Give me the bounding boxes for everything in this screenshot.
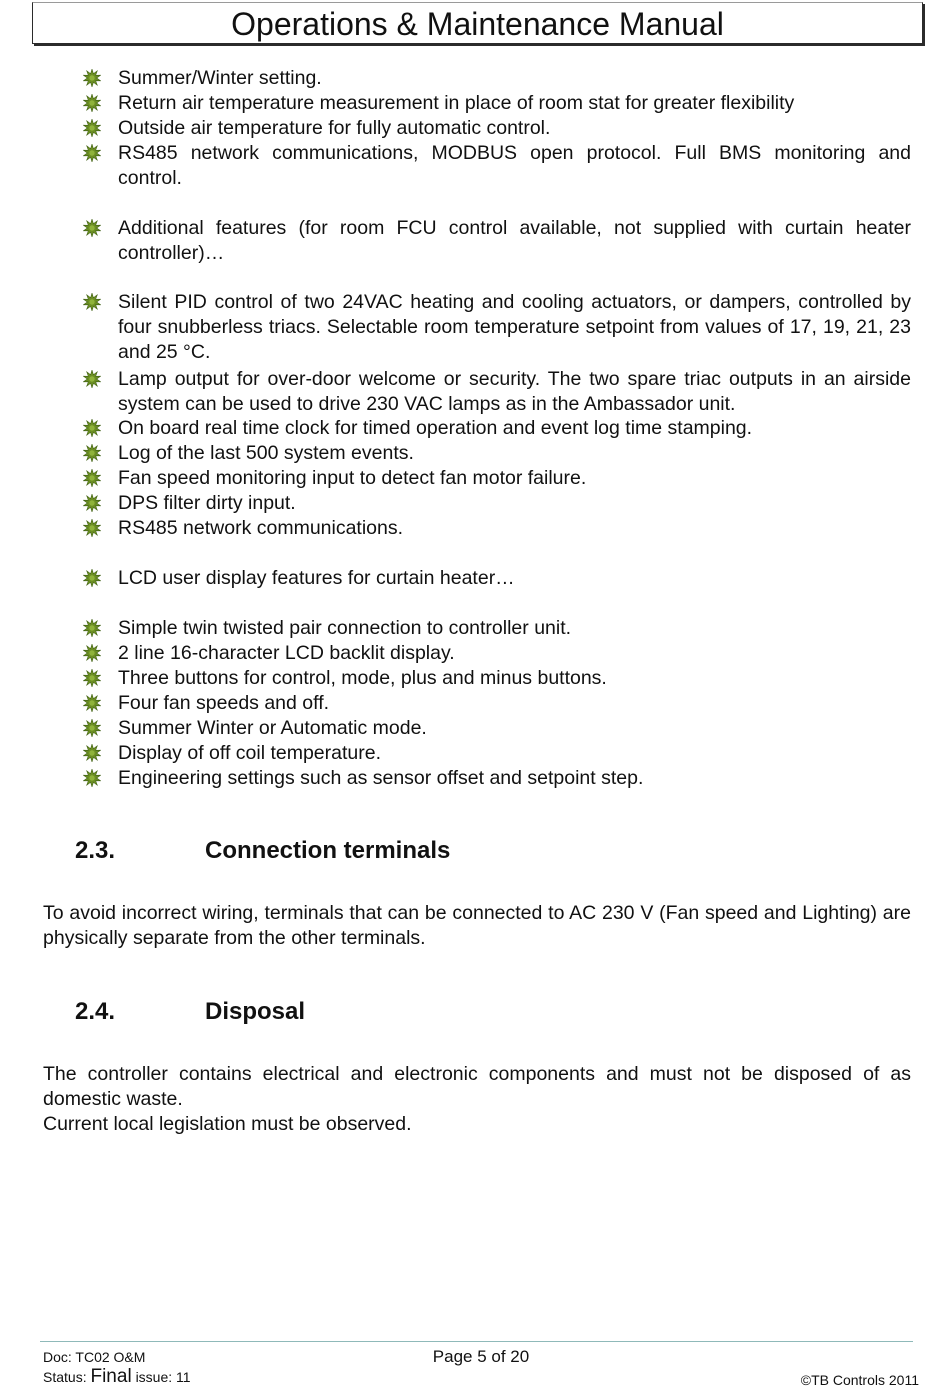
section-number: 2.3.: [75, 837, 116, 864]
status-label: Status:: [43, 1369, 87, 1385]
star-burst-icon: [83, 519, 101, 537]
star-burst-icon: [83, 719, 101, 737]
list-item: Silent PID control of two 24VAC heating and cooling actuators, or dampers, controlled by four snubberless triacs. Selectable room temperature setpoint from values of 17, 19, 21, 23 and 25 °C.: [118, 290, 911, 365]
footer-divider: [40, 1341, 913, 1342]
list-item: Simple twin twisted pair connection to controller unit.: [118, 616, 911, 641]
paragraph: Current local legislation must be observed.: [43, 1113, 412, 1135]
list-item: Additional features (for room FCU control available, not supplied with curtain heater controller)…: [118, 216, 911, 266]
list-item: Outside air temperature for fully automatic control.: [118, 116, 911, 141]
star-burst-icon: [83, 569, 101, 587]
footer-page-number: Page 5 of 20: [432, 1347, 530, 1366]
list-item: Engineering settings such as sensor offset and setpoint step.: [118, 766, 911, 791]
section-number: 2.4.: [75, 998, 116, 1025]
star-burst-icon: [83, 469, 101, 487]
star-burst-icon: [83, 144, 101, 162]
list-item: Three buttons for control, mode, plus and minus buttons.: [118, 666, 911, 691]
star-burst-icon: [83, 694, 101, 712]
star-burst-icon: [83, 444, 101, 462]
list-item: Summer Winter or Automatic mode.: [118, 716, 911, 741]
issue-number: issue: 11: [135, 1369, 191, 1385]
list-item: On board real time clock for timed operation and event log time stamping.: [118, 416, 911, 441]
list-item: Summer/Winter setting.: [118, 66, 911, 91]
footer-status: [43, 1368, 191, 1386]
list-item: Lamp output for over-door welcome or security. The two spare triac outputs in an airside system can be used to drive 230 VAC lamps as in the Ambassador unit.: [118, 367, 911, 417]
list-item: LCD user display features for curtain heater…: [118, 566, 911, 591]
footer-doc: Doc: TC02 O&M: [43, 1349, 146, 1365]
star-burst-icon: [83, 769, 101, 787]
star-burst-icon: [83, 669, 101, 687]
star-burst-icon: [83, 94, 101, 112]
list-item: DPS filter dirty input.: [118, 491, 911, 516]
status-value: Final: [90, 1366, 132, 1387]
list-item: Display of off coil temperature.: [118, 741, 911, 766]
star-burst-icon: [83, 644, 101, 662]
list-item: Fan speed monitoring input to detect fan motor failure.: [118, 466, 911, 491]
page-header: [32, 2, 923, 44]
star-burst-icon: [83, 69, 101, 87]
star-burst-icon: [83, 219, 101, 237]
star-burst-icon: [83, 370, 101, 388]
list-item: RS485 network communications, MODBUS open protocol. Full BMS monitoring and control.: [118, 141, 911, 191]
star-burst-icon: [83, 419, 101, 437]
section-title: Disposal: [205, 998, 306, 1025]
star-burst-icon: [83, 293, 101, 311]
star-burst-icon: [83, 119, 101, 137]
list-item: 2 line 16-character LCD backlit display.: [118, 641, 911, 666]
list-item: Four fan speeds and off.: [118, 691, 911, 716]
star-burst-icon: [83, 619, 101, 637]
paragraph: The controller contains electrical and electronic components and must not be disposed of as domestic waste.: [43, 1063, 911, 1110]
list-item: Log of the last 500 system events.: [118, 441, 911, 466]
list-item: Return air temperature measurement in place of room stat for greater flexibility: [118, 91, 911, 116]
star-burst-icon: [83, 744, 101, 762]
header-title: Operations & Maintenance Manual: [231, 6, 724, 42]
section-title: Connection terminals: [205, 837, 451, 864]
footer-copyright: ©TB Controls 2011: [800, 1372, 919, 1388]
paragraph: To avoid incorrect wiring, terminals that can be connected to AC 230 V (Fan speed and Lighting) are physically separate from the other terminals.: [43, 902, 911, 949]
list-item: RS485 network communications.: [118, 516, 911, 541]
star-burst-icon: [83, 494, 101, 512]
